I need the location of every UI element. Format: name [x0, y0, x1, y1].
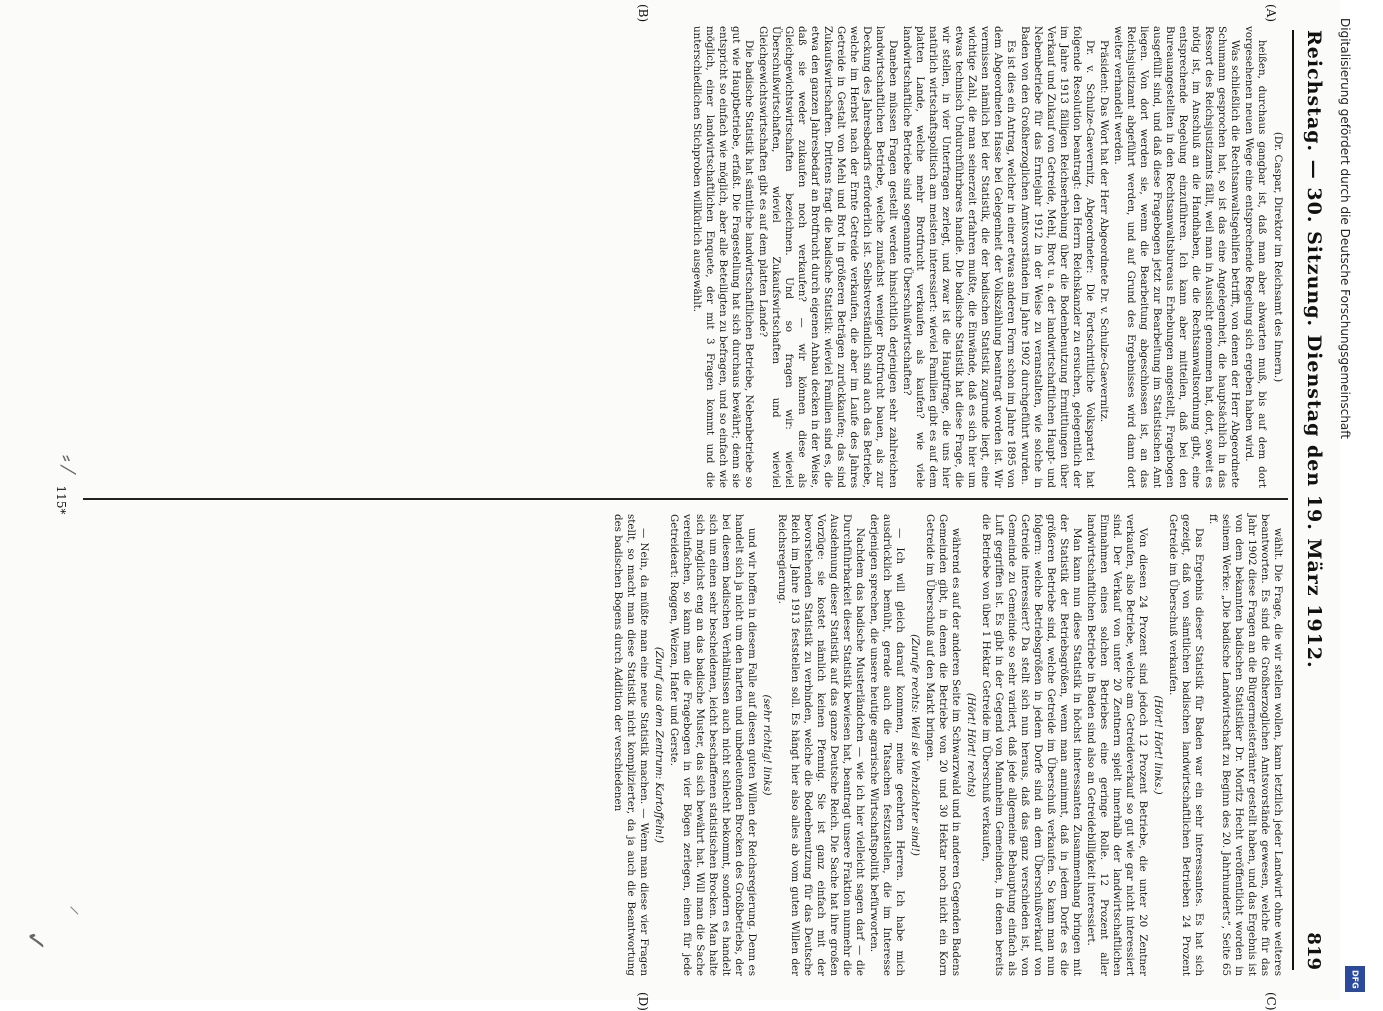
paragraph: Man kann nun diese Statistik in höchst interessanten Zusammenhang bringen mit der Statistik der Betriebsgrößen, wenn man annimmt, daß in jedem Dorfe es die größeren Betriebe sind, welche Getreide im Überschuß verkaufen. So kann man nun folgern: welche Betriebsgrößen in jedem Dorfe sind an dem Überschußverkauf von Getreide interessiert? Da stellt sich nun heraus, daß das ganz verschieden ist, von Gemeinde zu Gemeinde so sehr variiert, daß jede allgemeine Behauptung einfach als Luft gegriffen ist. Es gibt in der Gegend von Mannheim Gemeinden, in denen bereits die Betriebe von über 1 Hektar Getreide im Überschuß verkaufen,: [980, 514, 1083, 976]
pencil-check-mark: ✓: [20, 930, 50, 952]
paragraph: Dr. v. Schulze-Gaevernitz, Abgeordneter: Die Fortschrittliche Volkspartei hat folgende Resolution beantragt: den Herrn Reichskanzler zu ersuchen, gelegentlich der im Jahre 1913 fälligen Reichserhebung über die Bodenbenutzung Ermittlungen über Verkauf und Zukauf von Getreide, Mehl, Brot u. a. der landwirtschaftlichen Haupt- und Nebenbetriebe für das Erntejahr 1912 in der Weise zu veranstalten, wie solche in Baden von den Großherzoglichen Amtsvorständen im Jahre 1902 durchgeführt wurden.: [1019, 26, 1096, 488]
pencil-scribble: ⸗ ⁄: [56, 455, 80, 472]
interjection: (Hört! Hört! links.): [1152, 695, 1164, 795]
interjection: (Zuruf aus dem Zentrum: Kartoffeln!): [653, 646, 665, 844]
interjection: (sehr richtig! links): [761, 694, 773, 796]
margin-letter-c: (C): [1264, 992, 1278, 1011]
paragraph: Präsident: Das Wort hat der Herr Abgeordnete Dr. v. Schulze-Gaevernitz.: [1098, 40, 1110, 423]
paragraph: Nachdem das badische Musterländchen — wie ich hier vielleicht sagen darf — die Durchführbarkeit dieser Statistik bewiesen hat, beantragt unsere Fraktion nunmehr die Ausdehnung dieser Statistik auf das ganze Deutsche Reich. Die Sache hat ihre großen Vorzüge: sie kostet nämlich keinen Pfennig. Sie ist ganz einfach mit der bevorstehenden Statistik zu verbinden, welche die Bodenbenutzung für das Deutsche Reich im Jahre 1913 feststellen soll. Es hängt hier also alles ab vom guten Willen der Reichsregierung.: [776, 514, 866, 976]
paragraph: Das Ergebnis dieser Statistik für Baden war ein sehr interessantes. Es hat sich gezeigt, daß von sämtlichen badischen landwirtschaftlichen Betrieben 24 Prozent Getreide im Überschuß verkaufen.: [1167, 514, 1205, 976]
interjection: (Zurufe rechts: Weil sie Viehzüchter sind!): [909, 634, 921, 856]
paragraph: — Nein, da müßte man eine neue Statistik machen. — Wenn man diese vier Fragen stellt, so macht man diese Statistik nicht komplizierter, da ja auch die Beantwortung des badischen Bogens durch Addition der verschiedenen: [612, 514, 650, 976]
sheet-code: 115*: [54, 485, 68, 515]
paragraph: — Ich will gleich darauf kommen, meine geehrten Herren. Ich habe mich ausdrücklich bemüht, gerade auch die Tatsachen festzustellen, die im Interesse derjenigen sprechen, die unsere heutige agrarische Wirtschaftspolitik befürworten.: [868, 514, 906, 976]
credit-strip: [1340, 0, 1383, 1000]
paragraph: wählt. Die Frage, die wir stellen wollen, kann letztlich jeder Landwirt ohne weiteres beantworten. Es sind die Großherzoglichen Amtsvorstände gewesen, welche für das Jahr 1902 diese Fragen an die Bürgermeisterämter gestellt haben, und das Ergebnis ist von dem bekannten badischen Statistiker Dr. Moritz Hecht veröffentlicht worden in seinem Werke: „Die badische Landwirtschaft zu Beginn des 20. Jahrhunderts“, Seite 65 ff.: [1207, 514, 1284, 976]
interjection: (Hört! Hört! rechts): [965, 692, 977, 798]
column-divider: [83, 498, 1288, 500]
paragraph: Daneben müssen Fragen gestellt werden hinsichtlich derjenigen sehr zahlreichen landwirtschaftlichen Betriebe, welche zunächst weniger Brotfrucht bauen, als zur Deckung des Jahresbedarfs erforderlich ist. Selbstverständlich sind auch das Betriebe, welche im Herbst nach der Ernte Getreide verkaufen, die aber im Laufe des Jahres Getreide in Gestalt von Mehl und Brot in größeren Beträgen zurückkaufen; das sind Zukaufswirtschaften. Drittens fragt die badische Statistik: wieviel Familien sind es, die etwa den ganzen Jahresbedarf an Brotfrucht durch eigenen Anbau decken in der Weise, daß sie weder zukaufen noch verkaufen? — wir können diese als Gleichgewichtswirtschaften bezeichnen. Und so fragen wir: wieviel Überschußwirtschaften, wieviel Zukaufswirtschaften und wieviel Gleichgewichtswirtschaften gibt es auf dem platten Lande?: [757, 26, 899, 488]
dfg-logo: DFG: [1345, 966, 1365, 992]
pencil-mark: ⸝: [66, 905, 91, 917]
header-title: Reichstag. — 30. Sitzung. Dienstag den 19. März 1912.: [1303, 30, 1325, 669]
margin-letter-d: (D): [636, 992, 650, 1011]
paragraph: heißen, durchaus gangbar ist, daß man aber abwarten muß, bis auf dem dort vorgesehenen neuen Wege eine entsprechende Regelung sich ergeben haben wird.: [1243, 26, 1268, 488]
paragraph: Von diesen 24 Prozent sind jedoch 12 Prozent Betriebe, die unter 20 Zentner verkaufen, also Betriebe, welche am Getreideverkauf so gut wie gar nicht interessiert sind. Der Verkauf von unter 20 Zentnern spielt innerhalb der landwirtschaftlichen Einnahmen eines solchen Betriebes eine geringe Rolle. 12 Prozent aller landwirtschaftlichen Betriebe in Baden sind also an Getreidebilligkeit interessiert.: [1085, 514, 1149, 976]
running-header: [1292, 30, 1334, 970]
funding-credit: Digitalisierung gefördert durch die Deutsche Forschungsgemeinschaft: [1338, 18, 1352, 440]
margin-letter-b: (B): [636, 4, 650, 23]
margin-letter-a: (A): [1264, 4, 1278, 23]
paragraph: und wir hoffen in diesem Falle auf diesen guten Willen der Reichsregierung. Denn es handelt sich ja nicht um den harten und unbedeutenden Brocken des Großbetriebs, der bei diesem badischen Verhältnissen auch nicht schlecht bekommt, sondern es handelt sich um einen sehr bescheidenen, leicht beschaffenen statistischen Brocken. Man halte sich möglichst eng an das badische Muster, das sich bewährt hat. Will man die Sache vereinfachen, so kann man die Fragebogen in vier Bögen zerlegen, einen für jede Getreideart: Roggen, Weizen, Hafer und Gerste.: [668, 514, 758, 976]
page-number: 819: [1303, 932, 1325, 970]
left-column: [79, 26, 1284, 488]
paragraph: Es ist dies ein Antrag, welcher in einer etwas anderen Form schon im Jahre 1895 von dem Abgeordneten Hasse bei Gelegenheit der Volkszählung beantragt worden ist. Wir vermissen nämlich bei der Statistik, die der badischen Statistik zugrunde liegt, eine wichtige Zahl, die man seinerzeit erfahren mußte, die Einwände, daß es sich hier um etwas technisch Undurchführbares handle. Die badische Statistik hat diese Frage, die wir stellen, in vier Unterfragen zerlegt, und zwar ist die Hauptfrage, die uns hier natürlich wirtschaftspolitisch am meisten interessiert: wieviel Familien gibt es auf dem platten Lande, welche mehr Brotfrucht verkaufen als kaufen? wie viele landwirtschaftliche Betriebe sind sogenannte Überschußwirtschaften?: [901, 26, 1017, 488]
paragraph: während es auf der anderen Seite im Schwarzwald und in anderen Gegenden Badens Gemeinden gibt, in denen die Betriebe von 20 und 30 Hektar noch nicht ein Korn Getreide im Überschuß auf den Markt bringen.: [924, 514, 962, 976]
paragraph: Die badische Statistik hat sämtliche landwirtschaftlichen Betriebe, Nebenbetriebe so gut wie Hauptbetriebe, erfaßt. Die Fragestellung hat sich durchaus bewährt; denn sie entspricht so einfach wie möglich, aber alle Beteiligten zu befragen, und so einfach wie möglich, einer landwirtschaftlichen Enquete, der mit 3 Fragen kommt und die unterschiedlichen Stichproben willkürlich ausgewählt.: [691, 26, 755, 488]
speaker-note: (Dr. Caspar, Direktor im Reichsamt des Innern.): [1272, 131, 1284, 383]
paragraph: Was schließlich die Rechtsanwaltsgehilfen betrifft, von denen der Herr Abgeordnete Schumann gesprochen hat, so ist das eine Angelegenheit, die hauptsächlich in das Ressort des Reichsjustizamts fällt, weil man in Aussicht genommen hat, dort, soweit es nötig ist, im Anschluß an die Handhaben, die die Rechtsanwaltsordnung gibt, eine entsprechende Regelung einzuführen. Ich kann aber mitteilen, daß bei den Bureauangestellten in den Rechtsanwaltsbureaus Erhebungen angestellt, Fragebogen ausgefüllt sind, und daß diese Fragebogen jetzt zur Bearbeitung im Statistischen Amt liegen. Von dort werden sie, wenn die Bearbeitung abgeschlossen ist, an das Reichsjustizamt abgeführt werden, und auf Grund des Ergebnisses wird dann dort weiter verhandelt werden.: [1112, 26, 1241, 488]
right-column: [79, 514, 1284, 976]
